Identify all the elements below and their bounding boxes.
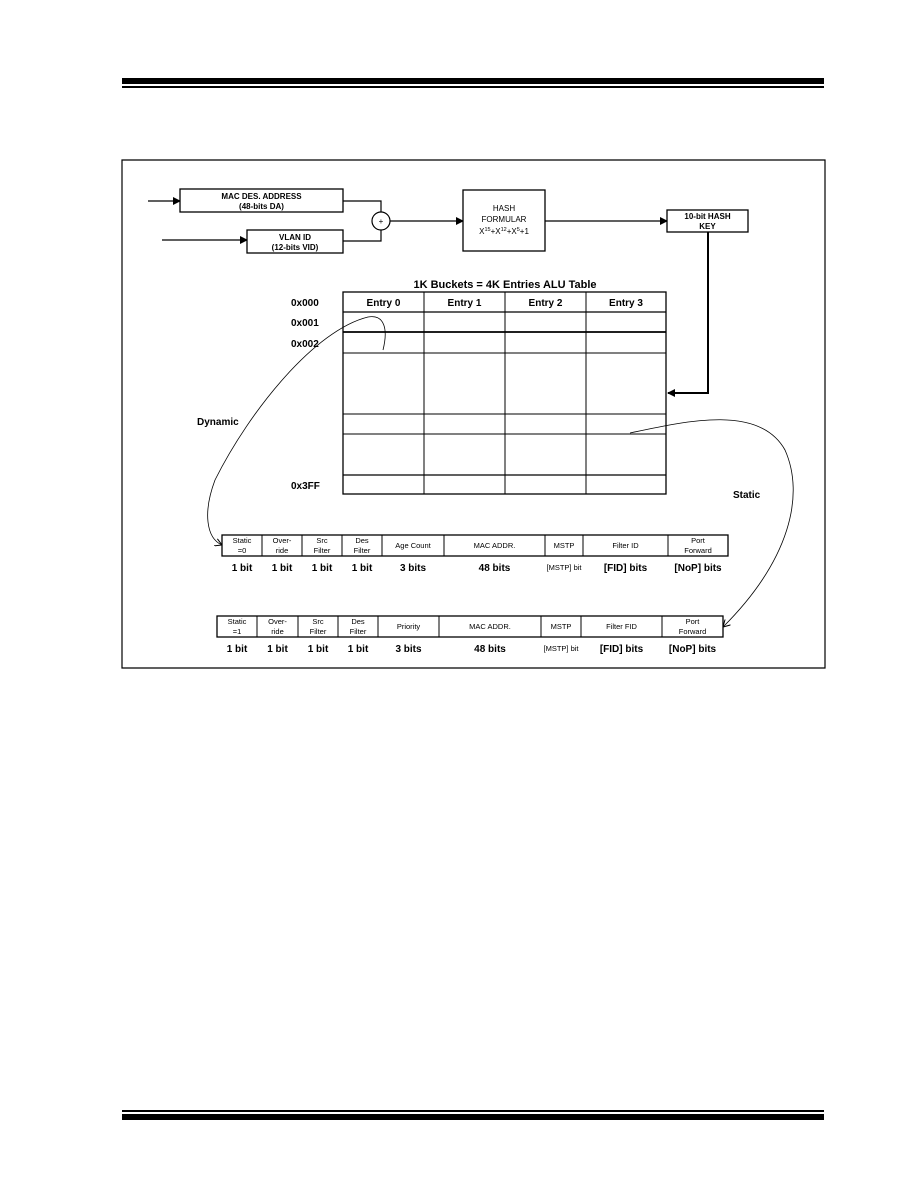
address-0x3FF: 0x3FF [291, 481, 320, 492]
static-field-mstp: MSTP [550, 622, 572, 631]
dynamic-field-filter-id: Filter ID [612, 541, 639, 550]
dynamic-field-des-filter-2: Filter [353, 546, 371, 555]
dynamic-size-mstp: [MSTP] bit [546, 563, 582, 572]
address-0x001: 0x001 [291, 318, 319, 329]
mac-address-box [180, 189, 343, 212]
static-link-curve [630, 420, 793, 627]
hash-subtitle: FORMULAR [481, 215, 527, 224]
static-entry-sizes [227, 644, 717, 655]
hash-polynomial: $X^{15}+X^{12}+X^5+1$ [479, 227, 529, 236]
table-header-entry-2: Entry 2 [528, 298, 563, 309]
hash-formula-box [463, 190, 545, 251]
dynamic-link-curve [208, 317, 386, 545]
static-size-des-filter: 1 bit [347, 644, 369, 655]
dynamic-field-static-0: Static [232, 536, 252, 545]
vlan-id-box [247, 230, 343, 253]
dynamic-field-static-0-value: =0 [237, 546, 247, 555]
dynamic-size-src-filter: 1 bit [311, 563, 333, 574]
key-to-table-arrow [668, 232, 708, 393]
dynamic-field-override-2: ride [275, 546, 289, 555]
alu-table [343, 292, 666, 494]
static-field-port-forward: Port [685, 617, 700, 626]
alu-table-title: 1K Buckets = 4K Entries ALU Table [413, 279, 597, 291]
static-size-mac-addr: 48 bits [474, 644, 506, 655]
static-field-port-forward-2: Forward [678, 627, 707, 636]
static-size-port-forward: [NoP] bits [668, 644, 717, 655]
mac-address-label: MAC DES. ADDRESS [221, 192, 302, 201]
static-field-override-2: ride [271, 627, 284, 636]
static-size-priority: 3 bits [395, 644, 422, 655]
static-entry-format [217, 616, 723, 637]
static-field-static-1-value: =1 [232, 627, 242, 636]
static-field-override: Over- [268, 617, 287, 626]
dynamic-field-des-filter: Des [355, 536, 369, 545]
dynamic-field-port-forward-2: Forward [684, 546, 712, 555]
static-field-src-filter-2: Filter [309, 627, 327, 636]
static-size-override: 1 bit [267, 644, 288, 655]
dynamic-size-age-count: 3 bits [399, 563, 427, 574]
vlan-id-width: (12-bits VID) [271, 243, 319, 252]
dynamic-entry-format [222, 535, 728, 556]
static-size-src-filter: 1 bit [307, 644, 329, 655]
static-field-priority: Priority [396, 622, 421, 631]
dynamic-label: Dynamic [197, 417, 239, 428]
dynamic-size-port-forward: [NoP] bits [674, 563, 722, 574]
dynamic-field-port-forward: Port [691, 536, 705, 545]
mac-address-width: (48-bits DA) [239, 202, 284, 211]
table-header-entry-1: Entry 1 [447, 298, 482, 309]
static-size-static: 1 bit [226, 644, 248, 655]
address-0x000: 0x000 [291, 298, 319, 309]
dynamic-size-filter-id: [FID] bits [603, 563, 648, 574]
table-header-entry-3: Entry 3 [609, 298, 643, 309]
dynamic-entry-sizes [232, 563, 722, 574]
dynamic-size-des-filter: 1 bit [351, 563, 373, 574]
adder-symbol: + [378, 217, 384, 226]
static-field-filter-fid: Filter FID [606, 622, 637, 631]
dynamic-size-static: 1 bit [231, 563, 253, 574]
address-0x002: 0x002 [291, 339, 319, 350]
adder-node [372, 212, 390, 230]
static-field-des-filter-2: Filter [349, 627, 367, 636]
hash-title: HASH [492, 204, 516, 213]
static-field-src-filter: Src [312, 617, 324, 626]
table-header-entry-0: Entry 0 [366, 298, 401, 309]
dynamic-size-mac-addr: 48 bits [478, 563, 511, 574]
hash-key-box [667, 210, 748, 232]
static-label: Static [733, 490, 761, 501]
vlan-id-label: VLAN ID [279, 233, 311, 242]
static-size-filter-fid: [FID] bits [599, 644, 644, 655]
dynamic-size-override: 1 bit [271, 563, 293, 574]
hash-key-label-2: KEY [699, 222, 716, 231]
static-field-des-filter: Des [351, 617, 365, 626]
dynamic-field-src-filter: Src [316, 536, 328, 545]
dynamic-field-age-count: Age Count [395, 541, 431, 550]
dynamic-field-override: Over- [272, 536, 292, 545]
dynamic-field-mac-addr: MAC ADDR. [473, 541, 516, 550]
hash-key-label: 10-bit HASH [684, 212, 731, 221]
static-size-mstp: [MSTP] bit [543, 644, 579, 653]
dynamic-field-src-filter-2: Filter [313, 546, 331, 555]
static-field-static-1: Static [227, 617, 247, 626]
static-field-mac-addr: MAC ADDR. [469, 622, 511, 631]
dynamic-field-mstp: MSTP [553, 541, 575, 550]
